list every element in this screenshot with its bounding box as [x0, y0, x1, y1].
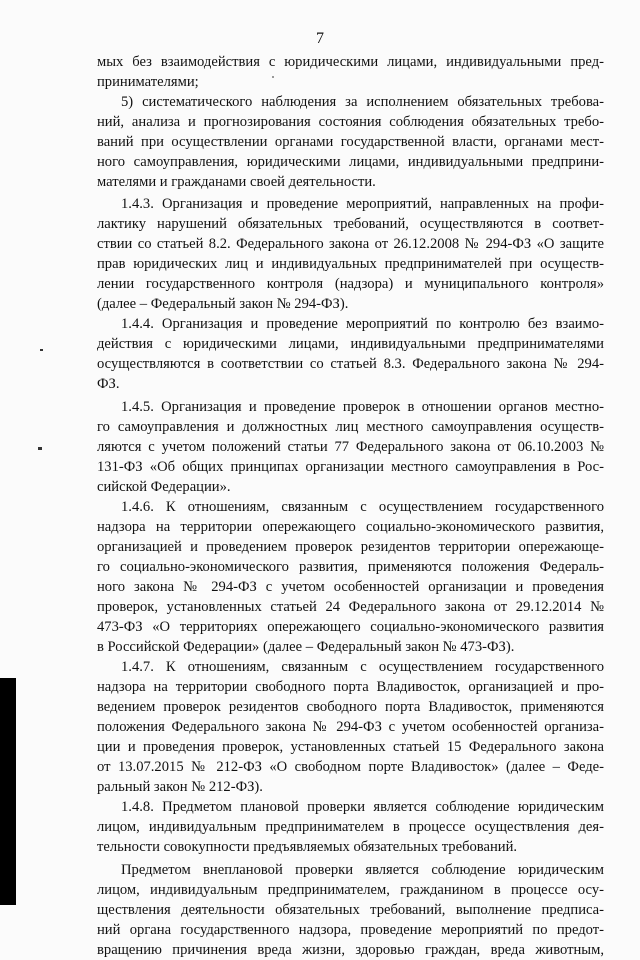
- text-line: (далее – Федеральный закон № 294-ФЗ).: [97, 296, 349, 312]
- text-line: 1.4.4. Организация и проведение мероприятий по контролю без взаимо-: [121, 316, 604, 332]
- text-line: в Российской Федерации» (далее – Федеральный закон № 473-ФЗ).: [97, 639, 515, 655]
- text-line: ний органа государственного надзора, проведение мероприятий по предот-: [97, 922, 604, 938]
- text-line: от 13.07.2015 № 212-ФЗ «О свободном порте Владивосток» (далее – Феде-: [97, 759, 604, 775]
- text-line: проверок, установленных статьей 24 Федерального закона от 29.12.2014 №: [97, 599, 604, 615]
- text-line: ваний при осуществлении органами государственной власти, органами мест-: [97, 134, 604, 150]
- text-line: лицом, индивидуальным предпринимателем, гражданином в процессе осу-: [97, 882, 604, 898]
- text-line: действия с юридическими лицами, индивидуальными предпринимателями: [97, 336, 604, 352]
- text-line: мых без взаимодействия с юридическими лицами, индивидуальными пред-: [97, 54, 604, 70]
- text-line: 1.4.6. К отношениям, связанным с осуществлением государственного: [121, 499, 604, 515]
- text-line: принимателями;: [97, 74, 199, 90]
- text-line: надзора на территории свободного порта Владивосток, организацией и про-: [97, 679, 604, 695]
- text-line: 473-ФЗ «О территориях опережающего социально-экономического развития: [97, 619, 604, 635]
- scan-edge-bar: [0, 678, 16, 905]
- text-line: мателями и гражданами своей деятельности.: [97, 174, 376, 190]
- scan-speck: [272, 76, 274, 78]
- text-line: положения Федерального закона № 294-ФЗ с учетом особенностей организа-: [97, 719, 604, 735]
- text-line: прав юридических лиц и индивидуальных предпринимателей при осуществ-: [97, 256, 604, 272]
- text-line: вращению причинения вреда жизни, здоровью граждан, вреда животным,: [97, 942, 604, 958]
- text-line: 131-ФЗ «Об общих принципах организации местного самоуправления в Рос-: [97, 459, 604, 475]
- text-line: ФЗ.: [97, 376, 120, 392]
- scan-speck: [38, 447, 42, 450]
- text-line: 1.4.5. Организация и проведение проверок в отношении органов местно-: [121, 399, 604, 415]
- text-line: надзора на территории опережающего социально-экономического развития,: [97, 519, 604, 535]
- text-line: 1.4.7. К отношениям, связанным с осуществлением государственного: [121, 659, 604, 675]
- text-line: ного закона № 294-ФЗ с учетом особенностей организации и проведения: [97, 579, 604, 595]
- text-line: осуществляются в соответствии со статьей 8.3. Федерального закона № 294-: [97, 356, 604, 372]
- text-line: 1.4.8. Предметом плановой проверки является соблюдение юридическим: [121, 799, 604, 815]
- text-line: ции и проведения проверок, установленных статьей 15 Федерального закона: [97, 739, 604, 755]
- text-line: лицом, индивидуальным предпринимателем в процессе осуществления дея-: [97, 819, 604, 835]
- scan-speck: [40, 349, 43, 351]
- text-line: Предметом внеплановой проверки является соблюдение юридическим: [121, 862, 604, 878]
- text-line: ляются с учетом положений статьи 77 Федерального закона от 06.10.2003 №: [97, 439, 604, 455]
- text-line: сийской Федерации».: [97, 479, 231, 495]
- text-line: 1.4.3. Организация и проведение мероприятий, направленных на профи-: [121, 196, 604, 212]
- text-line: ральный закон № 212-ФЗ).: [97, 779, 263, 795]
- text-line: ведением проверок резидентов свободного порта Владивосток, применяются: [97, 699, 604, 715]
- text-line: лактику нарушений обязательных требований, осуществляются в соответ-: [97, 216, 604, 232]
- text-line: го социально-экономического развития, применяются положения Федераль-: [97, 559, 604, 575]
- text-line: ний, анализа и прогнозирования состояния соблюдения обязательных требо-: [97, 114, 604, 130]
- text-line: ствии со статьей 8.2. Федерального закона от 26.12.2008 № 294-ФЗ «О защите: [97, 236, 604, 252]
- text-line: 5) систематического наблюдения за исполнением обязательных требова-: [121, 94, 604, 110]
- text-line: го самоуправления и должностных лиц местного самоуправления осуществ-: [97, 419, 604, 435]
- page-number: 7: [316, 30, 324, 47]
- text-line: ществления деятельности обязательных требований, выполнение предписа-: [97, 902, 604, 918]
- text-line: ного самоуправления, юридическими лицами, индивидуальными предприни-: [97, 154, 604, 170]
- text-line: лении государственного контроля (надзора) и муниципального контроля»: [97, 276, 604, 292]
- text-line: организацией и проведением проверок резидентов территории опережающе-: [97, 539, 604, 555]
- text-line: тельности совокупности предъявляемых обязательных требований.: [97, 839, 518, 855]
